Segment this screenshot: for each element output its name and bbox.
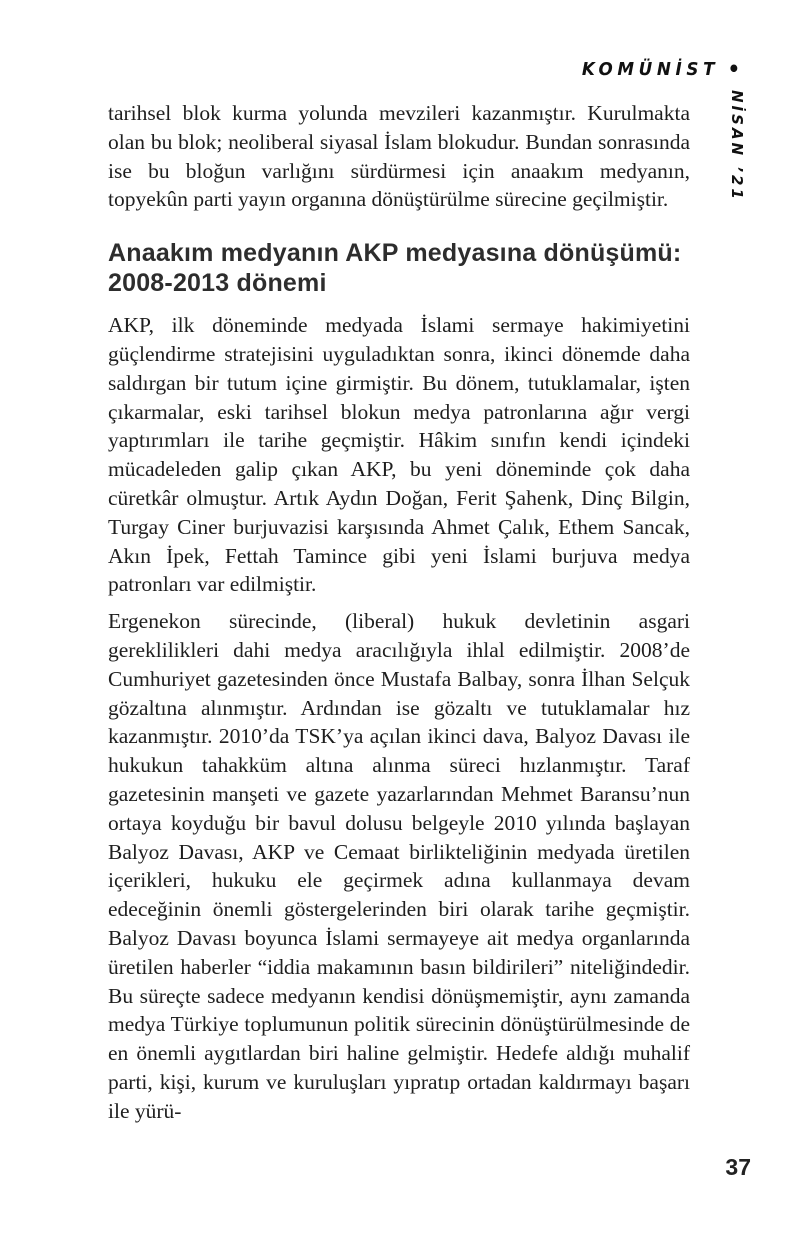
paragraph-ergenekon: Ergenekon sürecinde, (liberal) hukuk devletinin asgari gereklilikleri dahi medya aracılığıyla ihlal edilmiştir. 2008’de Cumhuriyet gazetesinden önce Mustafa Balbay, sonra İlhan Selçuk gözaltına alınmıştır. Ardından ise gözaltı ve tutuklamalar hız kazanmıştır. 2010’da TSK’ya açılan ikinci dava, Balyoz Davası ile hukukun tahakküm altına alınma süreci hızlanmıştır. Taraf gazetesinin manşeti ve gazete yazarlarından Mehmet Baransu’nun ortaya koyduğu bir bavul dolusu belgeyle 2010 yılında başlayan Balyoz Davası, AKP ve Cemaat birlikteliğinin medyada üretilen içerikleri, hukuku ele geçirmek adına kullanmaya devam edeceğinin önemli göstergelerinden biri olarak tarihe geçmiştir. Balyoz Davası boyunca İslami sermayeye ait medya organlarında üretilen haberler “iddia makamının basın bildirileri” niteliğindedir. Bu süreçte sadece medyanın kendisi dönüşmemiştir, aynı zamanda medya Türkiye toplumunun politik sürecinin dönüştürülmesinde de en önemli aygıtlardan biri haline gelmiştir. Hedefe aldığı muhalif parti, kişi, kurum ve kuruluşları yıpratıp ortadan kaldırmayı başarı ile yürü- — [108, 609, 690, 1123]
paragraph-akp-period: AKP, ilk döneminde medyada İslami sermaye hakimiyetini güçlendirme stratejisini uyguladıktan sonra, ikinci dönemde daha saldırgan bir tutum içine girmiştir. Bu dönem, tutuklamalar, işten çıkarmalar, eski tarihsel blokun medya patronlarına ağır vergi yaptırımları ile tarihe geçmiştir. Hâkim sınıfın kendi içindeki mücadeleden galip çıkan AKP, bu yeni döneminde çok daha cüretkâr olmuştur. Artık Aydın Doğan, Ferit Şahenk, Dinç Bilgin, Turgay Ciner burjuvazisi karşısında Ahmet Çalık, Ethem Sancak, Akın İpek, Fettah Tamince gibi yeni İslami burjuva medya patronları var edilmiştir. — [108, 313, 690, 597]
page-number: 37 — [725, 1154, 751, 1180]
issue-date: NİSAN ’21 — [728, 90, 746, 202]
bullet-separator-icon: • — [727, 57, 740, 81]
article-body — [108, 99, 690, 1126]
running-header — [582, 59, 740, 80]
magazine-title: KOMÜNİST — [581, 59, 720, 80]
lead-paragraph: tarihsel blok kurma yolunda mevzileri kazanmıştır. Kurulmakta olan bu blok; neoliberal siyasal İslam blokudur. Bundan sonrasında ise bu bloğun varlığını sürdürmesi için anaakım medyanın, topyekûn parti yayın organına dönüştürülme sürecine geçilmiştir. — [108, 101, 690, 212]
section-heading: Anaakım medyanın AKP medyasına dönüşümü: 2008-2013 dönemi — [108, 239, 682, 298]
